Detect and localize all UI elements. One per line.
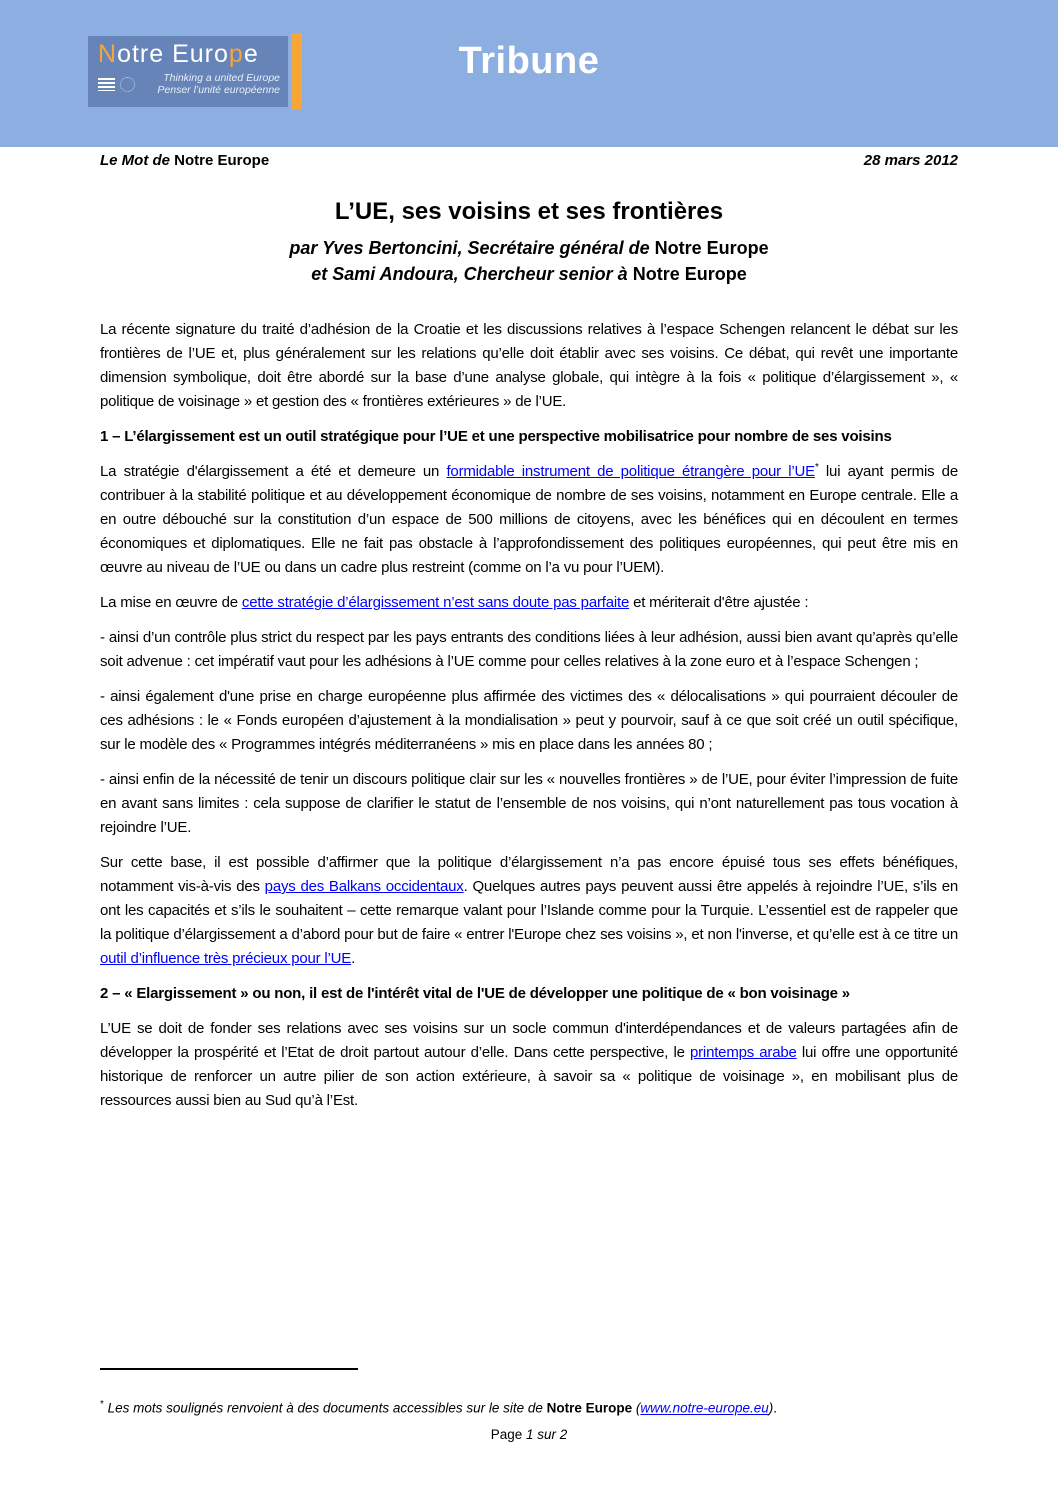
document-body <box>100 318 958 1124</box>
section-heading <box>100 425 958 449</box>
document-lines-icon <box>98 78 115 91</box>
section-heading <box>100 982 958 1006</box>
body-paragraph <box>100 768 958 840</box>
body-paragraph <box>100 685 958 757</box>
text-run: lui offre une opportunité historique de renforcer un autre pilier de son action extérieure, à savoir sa « politique de voisinage », en mobilisant plus de ressources aussi bien au Sud qu’à l’Est. <box>100 1044 958 1109</box>
header-banner <box>0 0 1058 147</box>
body-paragraph <box>100 318 958 414</box>
logo-letter: N <box>98 40 118 68</box>
text-run: lui ayant permis de contribuer à la stabilité politique et au développement économique de nombre de ses voisins, notamment en Europe centrale. Elle a en outre débouché sur la constitution d’un espace de 500 millions de citoyens, avec les bénéfices qui en découlent en termes économiques et diplomatiques. Elle ne fait pas obstacle à l’approfondissement des politiques européennes, qui peut être mis en œuvre au niveau de l’UE ou dans un cadre plus restreint (comme on l’a vu pour l’UEM). <box>100 463 958 576</box>
body-paragraph <box>100 851 958 971</box>
logo-orange-bar <box>291 33 302 110</box>
footnote-period: . <box>773 1400 777 1416</box>
body-paragraph <box>100 626 958 674</box>
text-run: et mériterait d'être ajustée : <box>629 594 809 611</box>
body-paragraph <box>100 460 958 580</box>
footnote-paren-close: ) <box>768 1400 774 1416</box>
logo-tagline-fr: Penser l’unité européenne <box>157 84 280 96</box>
byline-1 <box>0 235 1058 261</box>
footnote-text: Les mots soulignés renvoient à des documents accessibles sur le site de <box>103 1400 547 1416</box>
footnote <box>100 1396 958 1418</box>
page-footer <box>0 1427 1058 1442</box>
text-run: . <box>351 950 356 967</box>
footnote-marker: * <box>100 1399 104 1410</box>
series-org: Notre Europe <box>174 152 270 169</box>
inline-link[interactable]: printemps arabe <box>690 1044 797 1061</box>
text-run: La mise en œuvre de <box>100 594 242 611</box>
logo-wordmark <box>98 41 280 68</box>
logo-box <box>88 36 288 107</box>
logo-taglines <box>135 72 280 96</box>
body-paragraph <box>100 1017 958 1113</box>
body-paragraph <box>100 591 958 615</box>
text-run: L’UE se doit de fonder ses relations avec ses voisins sur un socle commun d'interdépendances et de valeurs partagées afin de développer la prospérité et l’Etat de droit partout autour d’elle. Dans cette perspective, le <box>100 1020 958 1061</box>
text-run: - ainsi également d'une prise en charge européenne plus affirmée des victimes des « délocalisations » qui pourraient découler de ces adhésions : le « Fonds européen d’ajustement à la mondialisation » peut y pourvoir, sauf à ce que soit créé un outil spécifique, sur le modèle des « Programmes intégrés méditerranéens » mis en place dans les années 80 ; <box>100 688 958 753</box>
article-title: L’UE, ses voisins et ses frontières <box>334 198 724 225</box>
page-number: 1 sur 2 <box>526 1427 568 1442</box>
byline-2-org: Notre Europe <box>632 264 747 284</box>
footnote-link[interactable]: www.notre-europe.eu <box>640 1400 769 1416</box>
date-label: 28 mars 2012 <box>863 152 958 169</box>
text-run: - ainsi enfin de la nécessité de tenir un discours politique clair sur les « nouvelles frontières » de l’UE, pour éviter l’impression de fuite en avant sans limites : cela suppose de clarifier le statut de l’ensemble de nos voisins, qui n’ont naturellement pas tous vocation à rejoindre l’UE. <box>100 771 958 836</box>
footnote-paren-open: ( <box>632 1400 641 1416</box>
series-label <box>100 152 269 169</box>
inline-link[interactable]: pays des Balkans occidentaux <box>264 878 464 895</box>
inline-link[interactable]: formidable instrument de politique étrangère pour l’UE <box>446 463 815 480</box>
footnote-reference-marker: * <box>814 462 819 473</box>
logo-letter: p <box>228 40 244 68</box>
byline-1-role: par Yves Bertoncini, Secrétaire général de <box>289 238 655 258</box>
text-run: 1 – L’élargissement est un outil stratégique pour l’UE et une perspective mobilisatrice pour nombre de ses voisins <box>100 428 892 445</box>
eu-stars-icon <box>120 77 135 92</box>
text-run: - ainsi d’un contrôle plus strict du respect par les pays entrants des conditions liées à leur adhésion, aussi bien avant qu’après qu’elle soit advenue : cet impératif vaut pour les adhésions à l’UE comme pour celles relatives à la zone euro et à l’espace Schengen ; <box>100 629 958 670</box>
text-run: . Quelques autres pays peuvent aussi être appelés à rejoindre l’UE, s’ils en ont les capacités et s’ils le souhaitent – cette remarque valant pour l’Islande comme pour la Turquie. L’essentiel est de rappeler que la politique d’élargissement a d’abord pour but de faire « entrer l'Europe chez ses voisins », et non l'inverse, et qu’elle est à ce titre un <box>100 878 958 943</box>
page-footer-label: Page <box>490 1427 526 1442</box>
logo-tagline-en: Thinking a united Europe <box>163 72 280 84</box>
text-run: La récente signature du traité d’adhésion de la Croatie et les discussions relatives à l’espace Schengen relancent le débat sur les frontières de l’UE et, plus généralement sur les relations qu’elle doit établir avec ses voisins. Ce débat, qui revêt une importante dimension symbolique, doit être abordé sur la base d’une analyse globale, qui intègre à la fois « politique d’élargissement », « politique de voisinage » et gestion des « frontières extérieures » de l’UE. <box>100 321 958 410</box>
byline-2 <box>0 261 1058 287</box>
notre-europe-logo <box>88 36 302 110</box>
logo-letter: e <box>243 40 259 68</box>
byline-2-role: et Sami Andoura, Chercheur senior à <box>311 264 633 284</box>
series-prefix: Le Mot de <box>100 152 175 169</box>
text-run: Sur cette base, il est possible d’affirmer que la politique d’élargissement n’a pas encore épuisé tous ses effets bénéfiques, notamment vis-à-vis des <box>100 854 958 895</box>
footnote-org: Notre Europe <box>546 1400 633 1416</box>
inline-link[interactable]: cette stratégie d’élargissement n’est sans doute pas parfaite <box>241 594 630 611</box>
text-run: 2 – « Elargissement » ou non, il est de l'intérêt vital de l'UE de développer une politique de « bon voisinage » <box>100 985 850 1002</box>
meta-row <box>100 152 958 169</box>
text-run: La stratégie d'élargissement a été et demeure un <box>100 463 447 480</box>
byline-1-org: Notre Europe <box>654 238 769 258</box>
logo-tagline-row <box>98 72 280 96</box>
inline-link[interactable]: outil d’influence très précieux pour l’UE <box>100 950 352 967</box>
document-type-title: Tribune <box>458 40 600 82</box>
logo-letter: otre Euro <box>117 40 229 68</box>
footnote-separator <box>100 1368 358 1370</box>
article-header <box>0 198 1058 287</box>
